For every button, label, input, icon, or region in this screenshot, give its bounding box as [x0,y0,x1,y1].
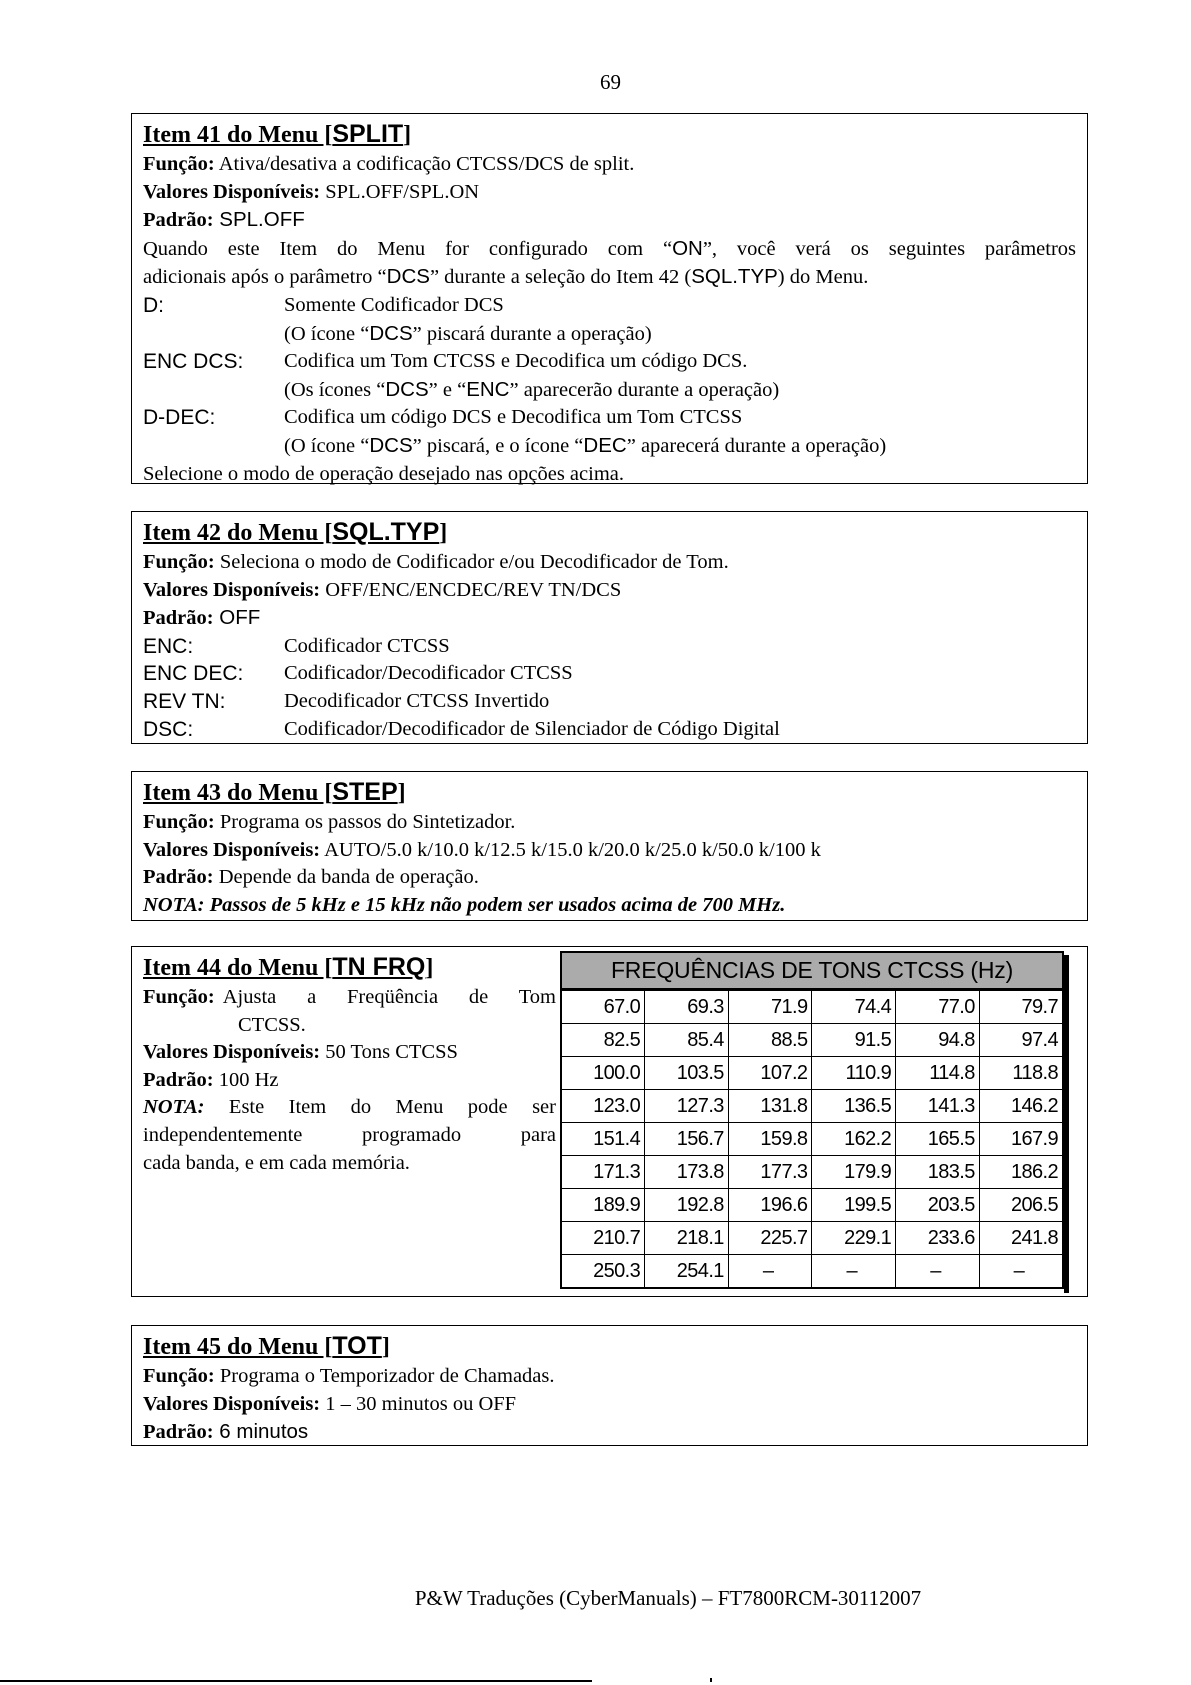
tone-cell: 233.6 [896,1222,980,1255]
item-43-title: Item 43 do Menu [STEP] [143,778,406,806]
tone-cell: 229.1 [812,1222,896,1255]
tone-cell: – [728,1255,812,1289]
tone-cell: 110.9 [812,1057,896,1090]
mode-row-note: (O ícone “DCS” piscará, e o ícone “DEC” aparecerá durante a operação) [284,433,887,457]
tone-row [561,1024,1063,1057]
item-41-paragraph-line-1: Quando este Item do Menu for configurado com “ON”, você verá os seguintes parâmetros [143,236,1076,260]
tone-cell: 103.5 [645,1057,729,1090]
item-44-nota-line-2: independentemente programado para [143,1123,556,1146]
item-41-valores: Valores Disponíveis: SPL.OFF/SPL.ON [143,180,480,203]
mode-row-note: (Os ícones “DCS” e “ENC” aparecerão durante a operação) [284,377,780,401]
tone-cell: 254.1 [645,1255,729,1289]
item-41-funcao: Função: Ativa/desativa a codificação CTCSS/DCS de split. [143,153,635,175]
item-41-closing: Selecione o modo de operação desejado nas opções acima. [143,462,624,485]
tone-cell: 79.7 [979,990,1063,1024]
tone-row [561,990,1063,1024]
tone-row [561,1156,1063,1189]
item-44-funcao: Função: Ajusta a Freqüência de Tom [143,986,556,1008]
tone-cell: 189.9 [561,1189,645,1222]
item-41-title: Item 41 do Menu [SPLIT] [143,120,412,148]
tone-cell: 85.4 [645,1024,729,1057]
page-number: 69 [600,70,621,94]
tone-row [561,1189,1063,1222]
tone-cell: 218.1 [645,1222,729,1255]
tone-cell: 167.9 [979,1123,1063,1156]
item-42-title: Item 42 do Menu [SQL.TYP] [143,518,448,546]
tone-cell: 171.3 [561,1156,645,1189]
tone-cell: 74.4 [812,990,896,1024]
tone-cell: 88.5 [728,1024,812,1057]
item-42-mode-list [143,633,1076,743]
item-43-funcao: Função: Programa os passos do Sintetizador. [143,811,516,833]
ctcss-table-title: FREQUÊNCIAS DE TONS CTCSS (Hz) [560,951,1064,990]
menu-item-45-box [131,1325,1088,1446]
tone-cell: 241.8 [979,1222,1063,1255]
item-45-valores: Valores Disponíveis: 1 – 30 minutos ou OFF [143,1392,517,1415]
item-44-funcao-cont: CTCSS. [238,1013,306,1036]
item-45-padrao: Padrão: 6 minutos [143,1420,309,1444]
tone-cell: 225.7 [728,1222,812,1255]
mode-row: ENC DCS: Codifica um Tom CTCSS e Decodifica um código DCS. [143,350,748,374]
tone-cell: 199.5 [812,1189,896,1222]
item-44-valores: Valores Disponíveis: 50 Tons CTCSS [143,1041,458,1064]
tone-cell: – [896,1255,980,1289]
item-42-valores: Valores Disponíveis: OFF/ENC/ENCDEC/REV TN/DCS [143,578,622,601]
item-43-valores: Valores Disponíveis: AUTO/5.0 k/10.0 k/12.5 k/15.0 k/20.0 k/25.0 k/50.0 k/100 k [143,838,821,861]
item-41-mode-list [143,292,1076,461]
item-45-title: Item 45 do Menu [TOT] [143,1332,390,1360]
item-43-padrao: Padrão: Depende da banda de operação. [143,866,479,889]
page-footer: P&W Traduções (CyberManuals) – FT7800RCM-30112007 [414,1586,922,1610]
tone-cell: 67.0 [561,990,645,1024]
tone-cell: 71.9 [728,990,812,1024]
tone-cell: 250.3 [561,1255,645,1289]
mode-row: D-DEC: Codifica um código DCS e Decodifica um Tom CTCSS [143,406,743,430]
tone-cell: 173.8 [645,1156,729,1189]
tone-cell: 82.5 [561,1024,645,1057]
tone-cell: 107.2 [728,1057,812,1090]
mode-row: ENC: Codificador CTCSS [143,634,450,658]
tone-cell: 114.8 [896,1057,980,1090]
ctcss-tone-table [560,951,1070,1293]
tone-cell: 123.0 [561,1090,645,1123]
tone-cell: 97.4 [979,1024,1063,1057]
item-41-padrao: Padrão: SPL.OFF [143,208,305,232]
mode-row-note: (O ícone “DCS” piscará durante a operação) [284,321,652,345]
tone-cell: 210.7 [561,1222,645,1255]
tone-cell: 206.5 [979,1189,1063,1222]
tone-cell: 165.5 [896,1123,980,1156]
tone-cell: 100.0 [561,1057,645,1090]
item-41-paragraph-line-2: adicionais após o parâmetro “DCS” durante a seleção do Item 42 (SQL.TYP) do Menu. [143,265,869,289]
item-44-padrao: Padrão: 100 Hz [143,1068,279,1091]
tone-cell: 136.5 [812,1090,896,1123]
tone-cell: 69.3 [645,990,729,1024]
item-42-padrao: Padrão: OFF [143,606,261,630]
tone-row [561,1090,1063,1123]
footer-tick [710,1678,712,1682]
tone-cell: 77.0 [896,990,980,1024]
tone-cell: 186.2 [979,1156,1063,1189]
tone-cell: 183.5 [896,1156,980,1189]
tone-cell: 203.5 [896,1189,980,1222]
tone-cell: 177.3 [728,1156,812,1189]
tone-cell: 146.2 [979,1090,1063,1123]
tone-cell: 141.3 [896,1090,980,1123]
tone-row [561,1123,1063,1156]
mode-row: D: Somente Codificador DCS [143,293,504,317]
item-45-funcao: Função: Programa o Temporizador de Chamadas. [143,1365,555,1387]
tone-cell: 179.9 [812,1156,896,1189]
tone-cell: 162.2 [812,1123,896,1156]
tone-cell: 91.5 [812,1024,896,1057]
tone-cell: 94.8 [896,1024,980,1057]
tone-row [561,1222,1063,1255]
item-42-funcao: Função: Seleciona o modo de Codificador e/ou Decodificador de Tom. [143,551,729,573]
footer-rule [0,1680,592,1682]
tone-row [561,1255,1063,1289]
tone-cell: – [979,1255,1063,1289]
tone-cell: 127.3 [645,1090,729,1123]
mode-row: DSC: Codificador/Decodificador de Silenciador de Código Digital [143,717,780,741]
mode-row: REV TN: Decodificador CTCSS Invertido [143,689,550,713]
tone-cell: 196.6 [728,1189,812,1222]
tone-cell: 156.7 [645,1123,729,1156]
item-43-nota: NOTA: Passos de 5 kHz e 15 kHz não podem ser usados acima de 700 MHz. [143,893,786,916]
item-44-title: Item 44 do Menu [TN FRQ] [143,953,434,981]
tone-cell: 192.8 [645,1189,729,1222]
item-44-text-column [143,951,556,1177]
table-shadow [1064,955,1069,1293]
menu-item-43-box [131,771,1088,921]
mode-row: ENC DEC: Codificador/Decodificador CTCSS [143,662,573,686]
ctcss-tone-grid [560,989,1064,1289]
tone-cell: 131.8 [728,1090,812,1123]
menu-item-41-box [131,113,1088,484]
menu-item-42-box [131,511,1088,744]
item-44-nota-line-1: NOTA: Este Item do Menu pode ser [143,1096,556,1119]
tone-cell: – [812,1255,896,1289]
tone-cell: 151.4 [561,1123,645,1156]
item-44-nota-line-3: cada banda, e em cada memória. [143,1151,410,1174]
tone-cell: 118.8 [979,1057,1063,1090]
tone-cell: 159.8 [728,1123,812,1156]
tone-row [561,1057,1063,1090]
